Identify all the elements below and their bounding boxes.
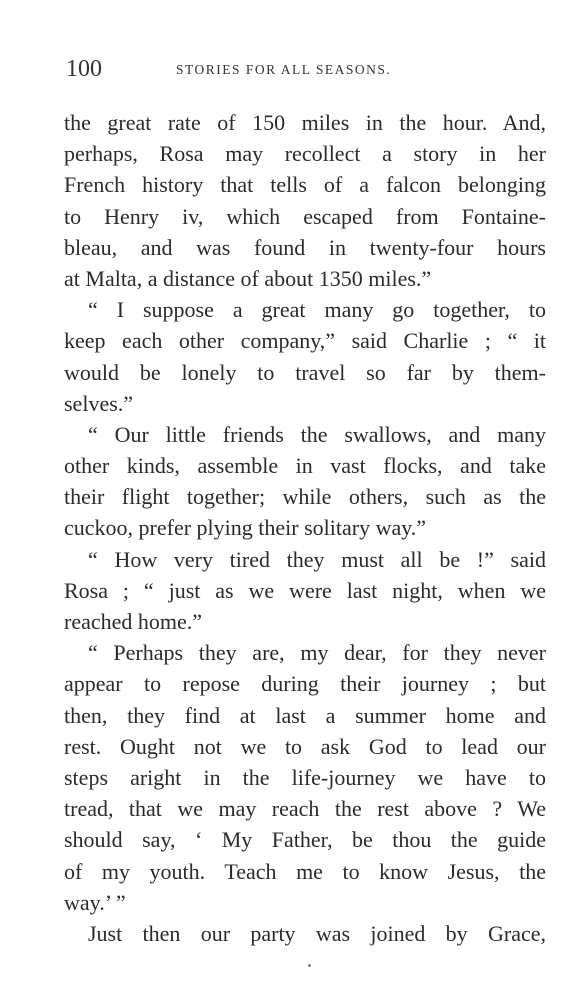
text-line: their flight together; while others, such as the bbox=[64, 484, 546, 510]
text-line: would be lonely to travel so far by them- bbox=[64, 359, 546, 385]
page-number: 100 bbox=[66, 56, 102, 82]
text-line: bleau, and was found in twenty-four hours bbox=[64, 234, 546, 260]
text-line: Rosa ; “ just as we were last night, when we bbox=[64, 577, 546, 603]
text-line: rest. Ought not we to ask God to lead our bbox=[64, 733, 546, 759]
text-line: other kinds, assemble in vast flocks, and take bbox=[64, 453, 546, 479]
text-line: Just then our party was joined by Grace, bbox=[88, 920, 546, 946]
text-line: “ I suppose a great many go together, to bbox=[88, 297, 546, 323]
text-line: cuckoo, prefer plying their solitary way.” bbox=[64, 515, 427, 541]
text-line: reached home.” bbox=[64, 609, 203, 634]
text-line: of my youth. Teach me to know Jesus, the bbox=[64, 858, 546, 884]
text-line: steps aright in the life-journey we have to bbox=[64, 764, 546, 790]
text-line: at Malta, a distance of about 1350 miles.” bbox=[64, 265, 432, 291]
text-line: “ How very tired they must all be !” said bbox=[88, 546, 546, 572]
text-line: way.’ ” bbox=[64, 889, 126, 915]
text-line: then, they find at last a summer home and bbox=[64, 702, 546, 728]
text-line: to Henry iv, which escaped from Fontaine- bbox=[64, 203, 546, 229]
text-line: selves.” bbox=[64, 390, 134, 416]
text-line: should say, ‘ My Father, be thou the guide bbox=[64, 827, 546, 853]
body-text bbox=[64, 107, 546, 949]
text-line: tread, that we may reach the rest above ? We bbox=[64, 796, 546, 822]
text-line: appear to repose during their journey ; but bbox=[64, 671, 546, 697]
text-line: “ Perhaps they are, my dear, for they never bbox=[88, 640, 546, 666]
text-line: the great rate of 150 miles in the hour. And, bbox=[64, 110, 546, 135]
page-header bbox=[66, 56, 546, 86]
text-line: “ Our little friends the swallows, and many bbox=[88, 421, 546, 447]
text-line: perhaps, Rosa may recollect a story in her bbox=[64, 141, 546, 167]
text-line: keep each other company,” said Charlie ; “ it bbox=[64, 328, 546, 354]
print-speck bbox=[308, 964, 311, 967]
text-line: French history that tells of a falcon belonging bbox=[64, 172, 546, 198]
running-title: STORIES FOR ALL SEASONS. bbox=[176, 62, 392, 77]
